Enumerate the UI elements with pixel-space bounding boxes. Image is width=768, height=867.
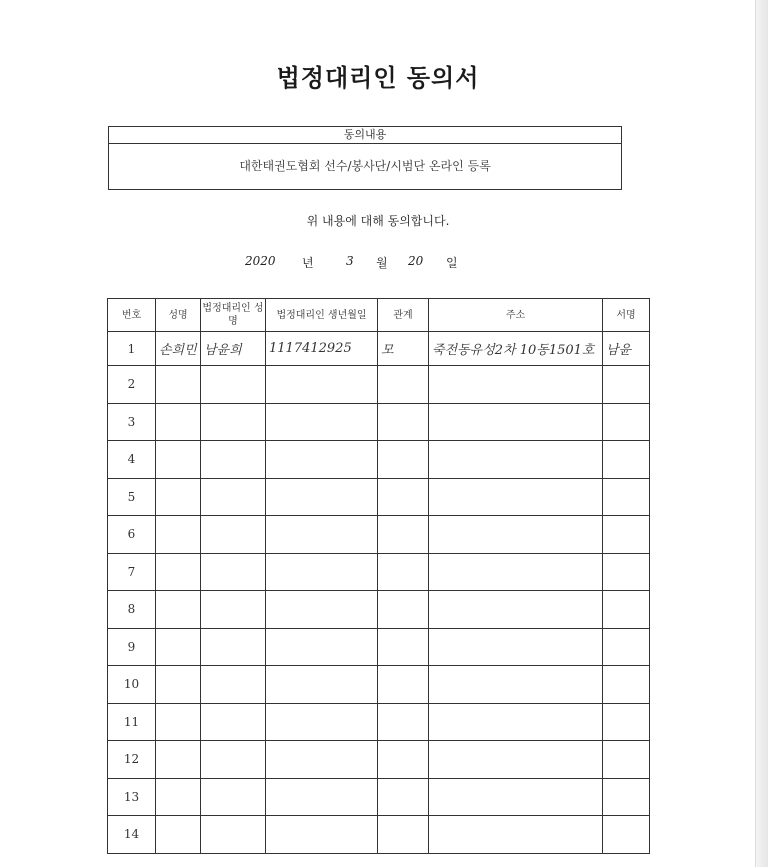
row-guardian-birth bbox=[266, 478, 378, 516]
date-line bbox=[240, 252, 480, 272]
consent-box bbox=[108, 126, 622, 190]
row-guardian-name bbox=[201, 628, 266, 666]
table-row bbox=[108, 778, 650, 816]
row-relation bbox=[378, 666, 429, 704]
row-number: 2 bbox=[108, 366, 156, 404]
table-row bbox=[108, 591, 650, 629]
date-year: 2020 bbox=[245, 254, 276, 268]
row-address bbox=[429, 441, 603, 479]
row-relation bbox=[378, 703, 429, 741]
table-row bbox=[108, 366, 650, 404]
row-number: 3 bbox=[108, 403, 156, 441]
row-name bbox=[156, 516, 201, 554]
row-signature bbox=[603, 741, 650, 779]
row-number: 11 bbox=[108, 703, 156, 741]
date-year-unit: 년 bbox=[302, 256, 314, 270]
row-guardian-name bbox=[201, 441, 266, 479]
row-relation bbox=[378, 478, 429, 516]
row-name bbox=[156, 441, 201, 479]
table-row bbox=[108, 741, 650, 779]
row-address: 죽전동유성2차 10동1501호 bbox=[429, 332, 603, 366]
date-day-unit: 일 bbox=[446, 256, 458, 270]
document-title: 법정대리인 동의서 bbox=[276, 64, 480, 92]
row-guardian-birth bbox=[266, 516, 378, 554]
row-address bbox=[429, 816, 603, 854]
row-guardian-name bbox=[201, 703, 266, 741]
row-address bbox=[429, 516, 603, 554]
row-guardian-name bbox=[201, 666, 266, 704]
row-signature bbox=[603, 553, 650, 591]
row-number: 13 bbox=[108, 778, 156, 816]
row-guardian-birth bbox=[266, 741, 378, 779]
row-relation: 모 bbox=[378, 332, 429, 366]
row-signature bbox=[603, 516, 650, 554]
row-relation bbox=[378, 816, 429, 854]
row-number: 4 bbox=[108, 441, 156, 479]
row-signature bbox=[603, 441, 650, 479]
header-guardian-birth: 법정대리인 생년월일 bbox=[266, 299, 378, 332]
row-name bbox=[156, 591, 201, 629]
row-guardian-name: 남윤희 bbox=[201, 332, 266, 366]
row-signature bbox=[603, 366, 650, 404]
row-address bbox=[429, 741, 603, 779]
row-signature bbox=[603, 591, 650, 629]
row-number: 6 bbox=[108, 516, 156, 554]
guardian-table bbox=[107, 298, 650, 854]
header-address: 주소 bbox=[429, 299, 603, 332]
table-row bbox=[108, 478, 650, 516]
row-relation bbox=[378, 403, 429, 441]
header-number: 번호 bbox=[108, 299, 156, 332]
table-row bbox=[108, 553, 650, 591]
row-address bbox=[429, 553, 603, 591]
table-row bbox=[108, 703, 650, 741]
date-month-unit: 월 bbox=[376, 256, 388, 270]
row-guardian-name bbox=[201, 591, 266, 629]
table-header-row bbox=[108, 299, 650, 332]
row-guardian-birth bbox=[266, 591, 378, 629]
row-guardian-birth bbox=[266, 628, 378, 666]
row-name bbox=[156, 703, 201, 741]
row-guardian-name bbox=[201, 516, 266, 554]
row-relation bbox=[378, 591, 429, 629]
row-guardian-birth bbox=[266, 778, 378, 816]
header-name: 성명 bbox=[156, 299, 201, 332]
row-guardian-birth bbox=[266, 441, 378, 479]
table-row bbox=[108, 628, 650, 666]
date-day: 20 bbox=[408, 254, 424, 268]
row-guardian-name bbox=[201, 816, 266, 854]
row-guardian-name bbox=[201, 366, 266, 404]
row-number: 10 bbox=[108, 666, 156, 704]
row-number: 14 bbox=[108, 816, 156, 854]
row-relation bbox=[378, 628, 429, 666]
row-address bbox=[429, 778, 603, 816]
row-guardian-birth bbox=[266, 403, 378, 441]
row-address bbox=[429, 703, 603, 741]
row-signature: 남윤 bbox=[603, 332, 650, 366]
row-relation bbox=[378, 741, 429, 779]
row-name bbox=[156, 816, 201, 854]
row-relation bbox=[378, 553, 429, 591]
table-row bbox=[108, 516, 650, 554]
row-number: 1 bbox=[108, 332, 156, 366]
row-name bbox=[156, 366, 201, 404]
row-relation bbox=[378, 441, 429, 479]
row-guardian-birth bbox=[266, 703, 378, 741]
row-number: 5 bbox=[108, 478, 156, 516]
row-guardian-name bbox=[201, 778, 266, 816]
table-row bbox=[108, 441, 650, 479]
row-name bbox=[156, 778, 201, 816]
row-address bbox=[429, 403, 603, 441]
row-signature bbox=[603, 703, 650, 741]
row-relation bbox=[378, 778, 429, 816]
row-address bbox=[429, 478, 603, 516]
header-guardian-name: 법정대리인 성명 bbox=[201, 299, 266, 332]
row-number: 7 bbox=[108, 553, 156, 591]
table-row bbox=[108, 403, 650, 441]
row-guardian-birth: 1117412925 bbox=[266, 332, 378, 366]
row-guardian-name bbox=[201, 553, 266, 591]
row-signature bbox=[603, 478, 650, 516]
row-signature bbox=[603, 778, 650, 816]
row-signature bbox=[603, 666, 650, 704]
page-edge bbox=[755, 0, 768, 867]
row-guardian-birth bbox=[266, 666, 378, 704]
row-guardian-name bbox=[201, 478, 266, 516]
row-name bbox=[156, 553, 201, 591]
table-row bbox=[108, 666, 650, 704]
date-month: 3 bbox=[346, 254, 354, 268]
row-number: 9 bbox=[108, 628, 156, 666]
row-signature bbox=[603, 628, 650, 666]
header-signature: 서명 bbox=[603, 299, 650, 332]
row-guardian-birth bbox=[266, 366, 378, 404]
row-address bbox=[429, 591, 603, 629]
row-signature bbox=[603, 403, 650, 441]
consent-body: 대한태권도협회 선수/봉사단/시범단 온라인 등록 bbox=[239, 159, 491, 173]
row-number: 8 bbox=[108, 591, 156, 629]
row-name bbox=[156, 666, 201, 704]
row-guardian-name bbox=[201, 403, 266, 441]
row-name bbox=[156, 628, 201, 666]
header-relation: 관계 bbox=[378, 299, 429, 332]
row-guardian-name bbox=[201, 741, 266, 779]
row-signature bbox=[603, 816, 650, 854]
consent-header: 동의내용 bbox=[109, 127, 621, 144]
row-name bbox=[156, 478, 201, 516]
row-guardian-birth bbox=[266, 816, 378, 854]
row-number: 12 bbox=[108, 741, 156, 779]
agree-statement: 위 내용에 대해 동의합니다. bbox=[306, 214, 450, 228]
row-address bbox=[429, 628, 603, 666]
row-guardian-birth bbox=[266, 553, 378, 591]
row-name bbox=[156, 403, 201, 441]
table-row bbox=[108, 816, 650, 854]
row-name bbox=[156, 741, 201, 779]
row-relation bbox=[378, 516, 429, 554]
row-name: 손희민 bbox=[156, 332, 201, 366]
row-address bbox=[429, 366, 603, 404]
table-row bbox=[108, 332, 650, 366]
row-relation bbox=[378, 366, 429, 404]
row-address bbox=[429, 666, 603, 704]
